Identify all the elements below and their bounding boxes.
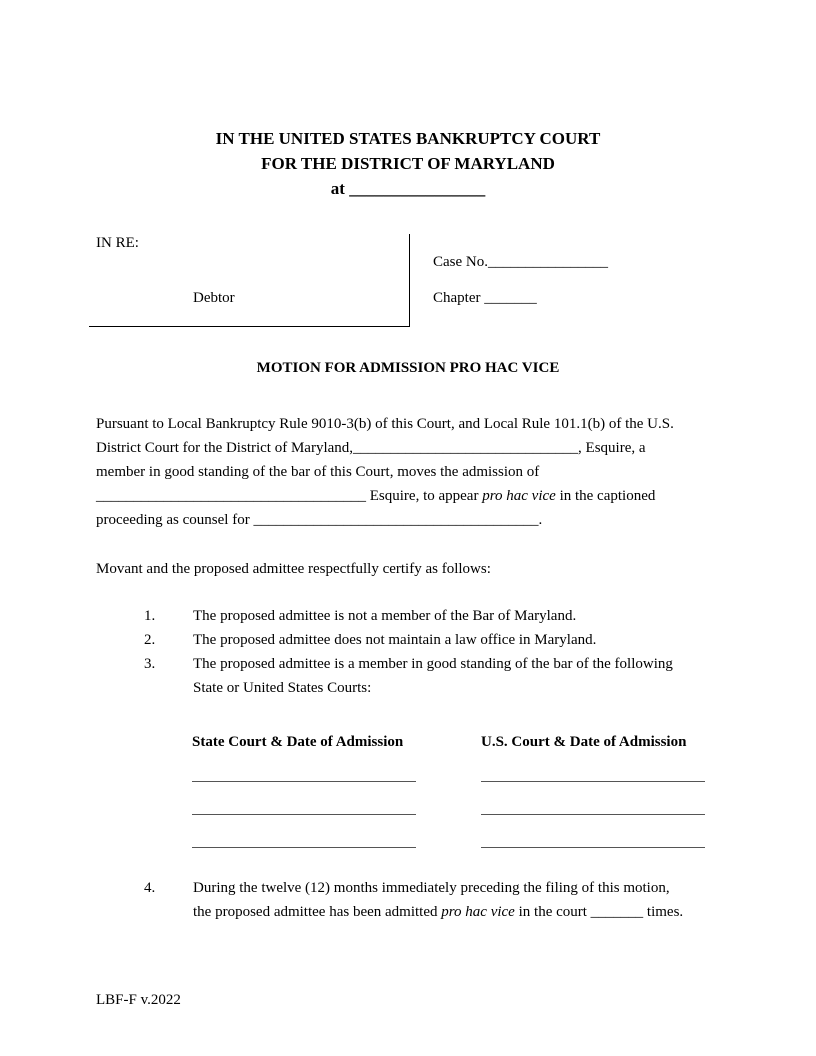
item-text-3: The proposed admittee is a member in good standing of the bar of the following bbox=[193, 656, 673, 672]
item-text-2: The proposed admittee does not maintain a law office in Maryland. bbox=[193, 632, 597, 648]
state-court-blank-2 bbox=[192, 814, 416, 815]
motion-title: MOTION FOR ADMISSION PRO HAC VICE bbox=[256, 360, 560, 376]
court-location: at ________________ bbox=[330, 179, 486, 198]
in-re-label: IN RE: bbox=[96, 235, 139, 251]
us-court-blank-3 bbox=[481, 847, 705, 848]
item-number-1: 1. bbox=[144, 608, 156, 624]
paragraph-line-4: ____________________________________ Esquire, to appear pro hac vice in the captioned bbox=[96, 488, 656, 504]
item-number-4: 4. bbox=[144, 880, 156, 896]
item-text-4: During the twelve (12) months immediately preceding the filing of this motion, bbox=[193, 880, 670, 896]
form-version: LBF-F v.2022 bbox=[96, 992, 181, 1008]
court-district: FOR THE DISTRICT OF MARYLAND bbox=[261, 154, 555, 173]
paragraph-line-3: member in good standing of the bar of this Court, moves the admission of bbox=[96, 464, 540, 480]
state-court-blank-3 bbox=[192, 847, 416, 848]
court-name: IN THE UNITED STATES BANKRUPTCY COURT bbox=[215, 129, 601, 148]
us-court-header: U.S. Court & Date of Admission bbox=[481, 734, 687, 750]
state-court-blank-1 bbox=[192, 781, 416, 782]
caption-horizontal-rule bbox=[89, 326, 410, 327]
chapter-field: Chapter _______ bbox=[433, 290, 537, 306]
item-text-4-cont: the proposed admittee has been admitted pro hac vice in the court _______ times. bbox=[193, 904, 684, 920]
paragraph-line-5: proceeding as counsel for ______________________________________. bbox=[96, 512, 543, 528]
caption-vertical-rule bbox=[409, 234, 410, 327]
us-court-blank-2 bbox=[481, 814, 705, 815]
item-text-1: The proposed admittee is not a member of the Bar of Maryland. bbox=[193, 608, 577, 624]
paragraph-line-2: District Court for the District of Maryland,______________________________, Esquire, a bbox=[96, 440, 646, 456]
us-court-blank-1 bbox=[481, 781, 705, 782]
item-number-3: 3. bbox=[144, 656, 156, 672]
paragraph-line-1: Pursuant to Local Bankruptcy Rule 9010-3(b) of this Court, and Local Rule 101.1(b) of the U.S. bbox=[96, 416, 674, 432]
state-court-header: State Court & Date of Admission bbox=[192, 734, 404, 750]
debtor-label: Debtor bbox=[193, 290, 235, 306]
certify-statement: Movant and the proposed admittee respectfully certify as follows: bbox=[96, 561, 491, 577]
case-number-field: Case No.________________ bbox=[433, 254, 608, 270]
item-text-3-cont: State or United States Courts: bbox=[193, 680, 372, 696]
item-number-2: 2. bbox=[144, 632, 156, 648]
